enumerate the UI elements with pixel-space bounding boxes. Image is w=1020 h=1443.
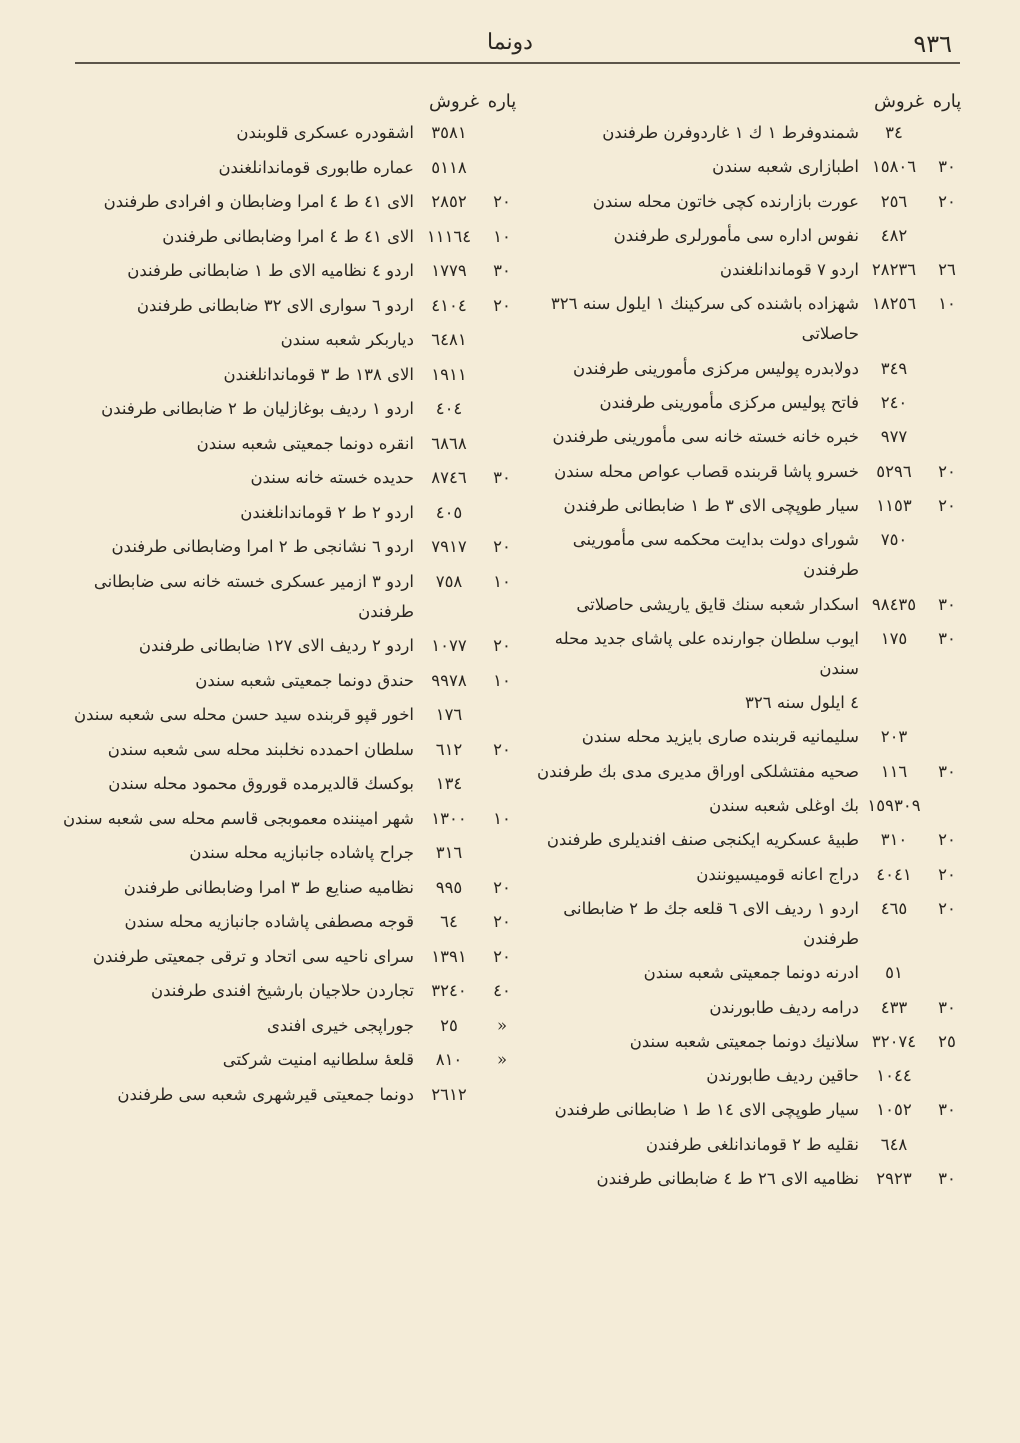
ledger-entry: [60, 976, 520, 1006]
entry-description: سرای ناحیه سی اتحاد و ترقی جمعیتی طرفندن: [92, 946, 414, 966]
kurus-amount: ٣٤٩: [880, 358, 908, 378]
para-amount: ٢٠: [938, 898, 956, 918]
ledger-entry: [60, 360, 520, 390]
kurus-amount: ٩٧٧: [880, 427, 908, 447]
ledger-entry: [60, 873, 520, 903]
entry-description: درامه ردیف طابورندن: [709, 997, 859, 1017]
kurus-amount: ١١١٦٤: [426, 226, 472, 246]
entry-description: ٤ ایلول سنه ٣٢٦: [744, 693, 859, 713]
kurus-amount: ١٨٢٥٦: [871, 294, 917, 314]
entry-description: جوراپجی خیری افندی: [267, 1015, 414, 1035]
entry-description: شهزاده باشنده کی سرکینك ۱ ایلول سنه ۳۲٦ حاصلاتی: [550, 294, 859, 344]
entry-description: دونما جمعیتی قیرشهری شعبه سی طرفندن: [117, 1084, 414, 1104]
kurus-amount: ٣١٠: [880, 830, 908, 850]
kurus-amount: ٤٦٥: [880, 898, 908, 918]
para-amount: ٣٠: [493, 261, 511, 280]
kurus-amount: ١٧٧٩: [431, 261, 467, 280]
entry-description: خسرو پاشا قربنده قصاب عواص محله سندن: [554, 461, 859, 481]
para-amount: ٢٦: [938, 260, 956, 280]
kurus-amount: ١٣٩١: [431, 946, 467, 966]
entry-list: [60, 118, 520, 1110]
column-header: [525, 86, 965, 118]
kurus-amount: ٤١٠٤: [431, 295, 467, 315]
ledger-entry: [60, 222, 520, 252]
ledger-entry: [60, 769, 520, 799]
ledger-entry: [525, 255, 965, 285]
ledger-entry: [60, 394, 520, 424]
entry-description: سلیمانیه قربنده صاری بایزید محله سندن: [581, 727, 859, 747]
ledger-entry: [60, 666, 520, 696]
kurus-amount: ٥١١٨: [431, 157, 467, 177]
kurus-amount: ٢٩٢٣: [876, 1169, 912, 1189]
para-amount: ٢٥: [938, 1031, 956, 1051]
kurus-header: غروش: [428, 91, 479, 112]
kurus-amount: ١٧٥: [880, 628, 908, 648]
entry-description: حندق دونما جمعیتی شعبه سندن: [195, 670, 414, 690]
para-amount: ٢٠: [938, 864, 956, 884]
ledger-entry: [525, 354, 965, 384]
kurus-amount: ٦٤٨١: [431, 330, 467, 349]
page-header: [0, 30, 1020, 64]
ledger-entry: [525, 624, 965, 684]
ledger-entry: [525, 825, 965, 855]
kurus-amount: ٢٠٣: [880, 727, 908, 747]
entry-description: اردو ۱ ردیف بوغازلیان ط ۲ ضابطانی طرفندن: [101, 399, 414, 418]
entry-description: بك اوغلی شعبه سندن: [709, 796, 859, 816]
entry-description: دولابدره پولیس مرکزی مأمورینی طرفندن: [573, 358, 859, 378]
entry-description: شهر امیننده معموبجی قاسم محله سی شعبه سندن: [62, 808, 414, 828]
entry-description: عماره طابوری قوماندانلغندن: [218, 157, 414, 177]
entry-description: اخور قپو قربنده سید حسن محله سی شعبه سندن: [73, 705, 414, 724]
para-amount: ٢٠: [938, 830, 956, 850]
para-amount: ٢٠: [493, 537, 511, 556]
kurus-amount: ١٧٦: [435, 705, 463, 724]
ledger-entry: [525, 993, 965, 1023]
kurus-amount: ٦٤: [440, 912, 458, 931]
kurus-amount: ٧٩١٧: [431, 537, 467, 556]
ledger-entry: [525, 894, 965, 954]
kurus-amount: ٢٥٦: [880, 191, 908, 211]
running-title: دونما: [487, 30, 533, 55]
entry-description: اردو ٦ سواری الای ٣٢ ضابطانی طرفندن: [136, 295, 414, 315]
kurus-amount: ٤٠٤: [435, 399, 463, 418]
entry-description: جراح پاشاده جانبازیه محله سندن: [189, 843, 414, 862]
ledger-entry: [525, 152, 965, 182]
kurus-amount: ٢٨٢٣٦: [871, 260, 917, 280]
ledger-entry: [60, 325, 520, 355]
para-amount: ٢٠: [938, 461, 956, 481]
kurus-amount: ٨٧٤٦: [431, 468, 467, 487]
entry-description: الای ١٣٨ ط ٣ قوماندانلغندن: [223, 364, 414, 384]
kurus-amount: ١١٥٣: [876, 495, 912, 515]
kurus-amount: ١٩١١: [431, 364, 467, 384]
para-amount: ٣٠: [938, 1169, 956, 1189]
para-amount: ٢٠: [493, 295, 511, 315]
para-header: پاره: [932, 91, 962, 112]
ledger-entry: [525, 1130, 965, 1160]
ledger-entry: [60, 735, 520, 765]
kurus-amount: ٢٨٥٢: [431, 192, 467, 211]
ledger-entry: [525, 1164, 965, 1194]
entry-description: سیار طوپچی الای ۳ ط ۱ ضابطانی طرفندن: [563, 495, 859, 515]
entry-description: دراج اعانه قومیسیونندن: [696, 864, 859, 884]
ledger-entry: [525, 791, 965, 821]
ledger-entry: [60, 907, 520, 937]
para-amount: ٢٠: [493, 739, 511, 759]
kurus-amount: ١٠٤٤: [876, 1066, 912, 1086]
kurus-amount: ١٣٠٠: [431, 808, 467, 828]
ledger-entry: [60, 700, 520, 730]
ledger-entry: [525, 118, 965, 148]
ledger-entry: [60, 942, 520, 972]
ledger-entry: [525, 688, 965, 718]
ledger-entry: [525, 1061, 965, 1091]
ledger-entry: [60, 498, 520, 528]
ledger-entry: [60, 1045, 520, 1075]
kurus-amount: ٧٥٠: [880, 530, 908, 550]
kurus-amount: ٩٩٥: [435, 877, 463, 897]
ledger-entry: [525, 722, 965, 752]
entry-description: ادرنه دونما جمعیتی شعبه سندن: [643, 963, 859, 983]
kurus-amount: ٥٢٩٦: [876, 461, 912, 481]
kurus-amount: ٣٤: [885, 123, 903, 142]
para-amount: ٣٠: [938, 628, 956, 648]
ledger-entry: [60, 1011, 520, 1041]
entry-description: انقره دونما جمعیتی شعبه سندن: [196, 433, 414, 453]
ledger-entry: [525, 590, 965, 620]
ledger-entry: [60, 838, 520, 868]
ledger-entry: [525, 388, 965, 418]
kurus-amount: ٢٦١٢: [431, 1084, 467, 1104]
ledger-entry: [60, 631, 520, 661]
entry-description: قوجه مصطفی پاشاده جانبازیه محله سندن: [124, 912, 414, 931]
right-column: [525, 86, 965, 1198]
para-amount: ٢٠: [493, 877, 511, 897]
entry-description: ایوب سلطان جوارنده علی پاشای جدید محله سندن: [554, 628, 859, 678]
kurus-amount: ٤٠٤١: [876, 864, 912, 884]
entry-description: اردو ٤ نظامیه الای ط ۱ ضابطانی طرفندن: [127, 261, 414, 280]
entry-description: طبیهٔ عسکریه ایکنجی صنف افندیلری طرفندن: [546, 830, 859, 850]
para-amount: ١٠: [493, 226, 511, 246]
entry-description: اردو ۲ ردیف الای ١٢٧ ضابطانی طرفندن: [138, 636, 414, 655]
entry-description: بوکسك قالدیرمده قوروق محمود محله سندن: [108, 774, 414, 793]
entry-description: سلطان احمدده نخلبند محله سی شعبه سندن: [107, 739, 414, 759]
entry-description: اطبازاری شعبه سندن: [712, 157, 859, 177]
kurus-amount: ١٠٧٧: [431, 636, 467, 655]
entry-description: سیار طوپچی الای ١٤ ط ۱ ضابطانی طرفندن: [554, 1100, 859, 1120]
para-amount: ٢٠: [493, 912, 511, 931]
kurus-amount: ٤٠٥: [435, 502, 463, 522]
entry-description: حاقین ردیف طابورندن: [706, 1066, 859, 1086]
entry-description: اردو ۷ قوماندانلغندن: [719, 260, 859, 280]
ledger-entry: [525, 422, 965, 452]
entry-description: اردو ۳ ازمیر عسکری خسته خانه سی ضابطانی طرفندن: [93, 571, 414, 621]
ledger-entry: [525, 860, 965, 890]
kurus-amount: ٦٨٦٨: [431, 433, 467, 453]
page-number: ٩٣٦: [913, 30, 952, 58]
entry-description: الای ٤١ ط ٤ امرا وضابطانی طرفندن: [162, 226, 414, 246]
header-rule: [75, 62, 960, 64]
kurus-amount: ٧٥٨: [435, 571, 463, 591]
ledger-entry: [525, 1095, 965, 1125]
kurus-amount: ٣٥٨١: [431, 123, 467, 142]
entry-description: اسکدار شعبه سنك قایق یاریشی حاصلاتی: [576, 594, 859, 614]
ledger-entry: [525, 187, 965, 217]
kurus-amount: ٥١: [885, 963, 903, 983]
para-amount: ٣٠: [938, 1100, 956, 1120]
para-amount: ١٠: [493, 571, 511, 591]
entry-description: خبره خانه خسته خانه سی مأمورینی طرفندن: [552, 427, 859, 447]
kurus-amount: ٣١٦: [435, 843, 463, 862]
ledger-entry: [525, 457, 965, 487]
kurus-amount: ٣٢٠٧٤: [871, 1031, 917, 1051]
ledger-entry: [60, 532, 520, 562]
para-amount: ٣٠: [493, 468, 511, 487]
ledger-entry: [60, 1080, 520, 1110]
ledger-entry: [60, 153, 520, 183]
para-amount: ٢٠: [493, 192, 511, 211]
ledger-entry: [525, 491, 965, 521]
para-amount: ٤٠: [493, 981, 511, 1000]
entry-description: نفوس اداره سی مأمورلری طرفندن: [613, 225, 859, 245]
para-amount: ٢٠: [493, 636, 511, 655]
para-amount: ٢٠: [938, 191, 956, 211]
entry-description: نظامیه الای ٢٦ ط ٤ ضابطانی طرفندن: [596, 1169, 859, 1189]
para-header: پاره: [487, 91, 517, 112]
kurus-amount: ٢٤٠: [880, 393, 908, 413]
para-amount: ٣٠: [938, 594, 956, 614]
entry-description: اردو ۱ ردیف الای ٦ قلعه جك ط ۲ ضابطانی طرفندن: [563, 898, 859, 948]
para-amount: ٣٠: [938, 761, 956, 781]
para-amount: ٣٠: [938, 997, 956, 1017]
entry-description: اردو ٦ نشانجی ط ۲ امرا وضابطانی طرفندن: [111, 537, 414, 556]
entry-description: دیاربکر شعبه سندن: [280, 330, 414, 349]
kurus-amount: ٢٥: [440, 1015, 458, 1035]
ledger-entry: [525, 958, 965, 988]
ledger-entry: [60, 256, 520, 286]
left-column: [60, 86, 520, 1114]
ledger-entry: [525, 757, 965, 787]
kurus-amount: ٩٨٤٣٥: [871, 594, 917, 614]
kurus-amount: ١٠٥٢: [876, 1100, 912, 1120]
ledger-entry: [60, 291, 520, 321]
column-header: [60, 86, 520, 118]
kurus-amount: ٤٨٢: [880, 225, 908, 245]
kurus-amount: ١٥٩٣٠٩: [867, 796, 921, 816]
para-amount: «: [496, 1050, 508, 1069]
kurus-amount: ٦٤٨: [880, 1134, 908, 1154]
para-amount: ١٠: [493, 808, 511, 828]
entry-description: شورای دولت بدایت محکمه سی مأمورینی طرفندن: [572, 530, 859, 580]
entry-description: فاتح پولیس مرکزی مأمورینی طرفندن: [599, 393, 859, 413]
ledger-entry: [60, 567, 520, 627]
entry-description: تجاردن حلاجیان بارشیخ افندی طرفندن: [150, 981, 414, 1000]
ledger-entry: [525, 1027, 965, 1057]
ledger-entry: [525, 289, 965, 349]
kurus-amount: ٨١٠: [435, 1050, 463, 1069]
para-amount: ٢٠: [938, 495, 956, 515]
para-amount: ١٠: [493, 670, 511, 690]
entry-description: سلانیك دونما جمعیتی شعبه سندن: [629, 1031, 859, 1051]
kurus-amount: ١١٦: [880, 761, 908, 781]
ledger-entry: [525, 221, 965, 251]
para-amount: ٢٠: [493, 946, 511, 966]
ledger-entry: [60, 804, 520, 834]
entry-description: نقلیه ط ۲ قوماندانلغی طرفندن: [645, 1134, 859, 1154]
entry-list: [525, 118, 965, 1194]
kurus-amount: ١٣٤: [435, 774, 463, 793]
entry-description: عورت بازارنده کچی خاتون محله سندن: [592, 191, 859, 211]
ledger-entry: [60, 118, 520, 148]
kurus-amount: ٦١٢: [435, 739, 463, 759]
kurus-header: غروش: [873, 91, 924, 112]
ledger-entry: [60, 429, 520, 459]
ledger-entry: [525, 525, 965, 585]
para-amount: «: [496, 1015, 508, 1035]
entry-description: شمندوفرط ۱ ك ۱ غاردوفرن طرفندن: [602, 123, 859, 142]
para-amount: ١٠: [938, 294, 956, 314]
entry-description: صحیه مفتشلکی اوراق مدیری مدی بك طرفندن: [537, 761, 859, 781]
kurus-amount: ٤٣٣: [880, 997, 908, 1017]
ledger-entry: [60, 187, 520, 217]
entry-description: اشقودره عسکری قلوبندن: [236, 123, 414, 142]
kurus-amount: ١٥٨٠٦: [871, 157, 917, 177]
entry-description: حدیده خسته خانه سندن: [250, 468, 414, 487]
kurus-amount: ٩٩٧٨: [431, 670, 467, 690]
kurus-amount: ٣٢٤٠: [431, 981, 467, 1000]
entry-description: الای ٤١ ط ٤ امرا وضابطان و افرادی طرفندن: [103, 192, 414, 211]
ledger-entry: [60, 463, 520, 493]
para-amount: ٣٠: [938, 157, 956, 177]
entry-description: اردو ۲ ط ۲ قوماندانلغندن: [240, 502, 414, 522]
entry-description: قلعهٔ سلطانیه امنیت شرکتی: [222, 1050, 414, 1069]
entry-description: نظامیه صنایع ط ۳ امرا وضابطانی طرفندن: [123, 877, 414, 897]
